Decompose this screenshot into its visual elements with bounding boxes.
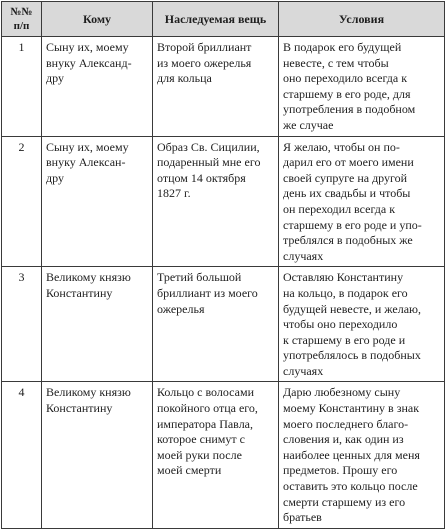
to-whom-cell: Великому князю Константину — [42, 267, 153, 382]
table-row — [2, 37, 445, 137]
table-row — [2, 267, 445, 382]
header-conditions: Условия — [279, 2, 445, 37]
item-cell: Второй бриллиант из моего ожерелья для кольца — [153, 37, 279, 137]
table-row — [2, 136, 445, 267]
to-whom-cell: Великому князю Константину — [42, 382, 153, 528]
table-body — [2, 37, 445, 529]
table-header — [2, 2, 445, 37]
item-cell: Образ Св. Сицилии, подаренный мне его отцом 14 октября 1827 г. — [153, 136, 279, 267]
item-cell: Третий большой бриллиант из моего ожерелья — [153, 267, 279, 382]
row-number-cell: 4 — [2, 382, 42, 528]
conditions-cell: Оставляю Константину на кольцо, в подарок его будущей невесте, и желаю, чтобы оно переходило к старшему в его роде и употреблялось в подобных случаях — [279, 267, 445, 382]
table-row — [2, 382, 445, 528]
conditions-cell: Дарю любезному сыну моему Константину в знак моего последнего благо- словения и, как один из наиболее ценных для меня предметов. Прошу его оставить это кольцо после смерти старшему из его братьев — [279, 382, 445, 528]
row-number-cell: 3 — [2, 267, 42, 382]
item-cell: Кольцо с волосами покойного отца его, императора Павла, которое снимут с моей руки после моей смерти — [153, 382, 279, 528]
header-item: Наследуемая вещь — [153, 2, 279, 37]
conditions-cell: В подарок его будущей невесте, с тем чтобы оно переходило всегда к старшему в его роде, для употребления в подобном же случае — [279, 37, 445, 137]
header-number: №№ п/п — [2, 2, 42, 37]
header-row — [2, 2, 445, 37]
to-whom-cell: Сыну их, моему внуку Александ- дру — [42, 37, 153, 137]
bequest-table — [1, 1, 445, 529]
conditions-cell: Я желаю, чтобы он по- дарил его от моего имени своей супруге на другой день их свадьбы и чтобы он переходил всегда к старшему в его роде и упо- треблялся в подобных же случаях — [279, 136, 445, 267]
to-whom-cell: Сыну их, моему внуку Алексан- дру — [42, 136, 153, 267]
row-number-cell: 1 — [2, 37, 42, 137]
header-to-whom: Кому — [42, 2, 153, 37]
row-number-cell: 2 — [2, 136, 42, 267]
